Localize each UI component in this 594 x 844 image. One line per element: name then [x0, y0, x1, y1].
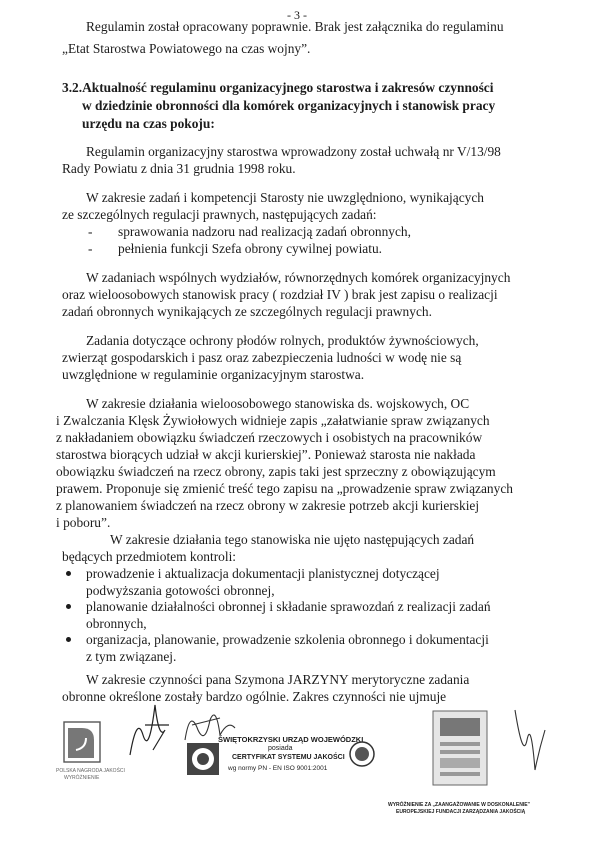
certificate-line3: CERTYFIKAT SYSTEMU JAKOŚCI [232, 754, 345, 761]
certificate-emblem [186, 742, 220, 776]
para6-line8: i poboru”. [56, 515, 111, 530]
section-heading-line1: 3.2.Aktualność regulaminu organizacyjnego starostwa i zakresów czynności [62, 80, 494, 95]
efqm-badge [432, 710, 488, 786]
para1-line2: „Etat Starostwa Powiatowego na czas wojny”. [62, 41, 311, 56]
dash-marker: - [88, 241, 93, 256]
bullet-dot [66, 604, 71, 609]
para6-line4: starostwa biorących udział w akcji kurierskiej”. Ponieważ starosta nie nakłada [56, 447, 476, 462]
para6-line6: prawem. Proponuje się zmienić treść tego zapisu na „prowadzenie spraw związanych [56, 481, 513, 496]
para4-line2: oraz wieloosobowych stanowisk pracy ( rozdział IV ) brak jest zapisu o realizacji [62, 287, 498, 302]
certification-seal [348, 740, 376, 768]
footer [0, 690, 594, 844]
certificate-title: ŚWIĘTOKRZYSKI URZĄD WOJEWÓDZKI [218, 735, 364, 744]
para8-line2: obronne określone zostały bardzo ogólnie. Zakres czynności nie ujmuje [62, 689, 447, 704]
para6-line2: i Zwalczania Klęsk Żywiołowych widnieje zapis „załatwianie spraw związanych [56, 413, 490, 428]
bullet-dot [66, 637, 71, 642]
quality-award-logo [62, 720, 102, 764]
para1-line1: Regulamin został opracowany poprawnie. Brak jest załącznika do regulaminu [86, 19, 504, 34]
bullet-dot [66, 571, 71, 576]
para4-line1: W zadaniach wspólnych wydziałów, równorzędnych komórek organizacyjnych [86, 270, 511, 285]
section-heading-line3: urzędu na czas pokoju: [82, 116, 215, 131]
certificate-line2: posiada [268, 745, 293, 752]
para5-line2: zwierząt gospodarskich i pasz oraz zabezpieczenia ludności w wodę nie są [62, 350, 462, 365]
dash-marker: - [88, 224, 93, 239]
para2-line2: Rady Powiatu z dnia 31 grudnia 1998 roku. [62, 161, 296, 176]
dash-item-1: sprawowania nadzoru nad realizacją zadań obronnych, [118, 224, 411, 239]
bullet-1-line2: podwyższania gotowości obronnej, [86, 583, 275, 598]
para6-line3: z nakładaniem obowiązku świadczeń rzeczowych i osobistych na pracowników [56, 430, 483, 445]
certificate-line4: wg normy PN - EN ISO 9001:2001 [228, 765, 328, 772]
para4-line3: zadań obronnych wynikających ze szczególnych regulacji prawnych. [62, 304, 432, 319]
para3-line1: W zakresie zadań i kompetencji Starosty nie uwzględniono, wynikających [86, 190, 484, 205]
page-number: - 3 - [287, 8, 307, 22]
para3-line2: ze szczególnych regulacji prawnych, następujących zadań: [62, 207, 377, 222]
para7-line2: będących przedmiotem kontroli: [62, 549, 237, 564]
award-caption-2: WYRÓŻNIENIE [64, 775, 100, 781]
award-caption-1: POLSKA NAGRODA JAKOŚCI [56, 768, 125, 774]
para5-line3: uwzględnione w regulaminie organizacyjnym starostwa. [62, 367, 365, 382]
para6-line5: obowiązku świadczeń na rzecz obrony, zapis taki jest sprzeczny z obowiązującym [56, 464, 496, 479]
dash-item-2: pełnienia funkcji Szefa obrony cywilnej powiatu. [118, 241, 383, 256]
para6-line7: z planowaniem świadczeń na rzecz obrony w zakresie potrzeb akcji kurierskiej [56, 498, 480, 513]
bullet-2-line2: obronnych, [86, 616, 147, 631]
section-heading-line2: w dziedzinie obronności dla komórek organizacyjnych i stanowisk pracy [82, 98, 496, 113]
bullet-3-line1: organizacja, planowanie, prowadzenie szkolenia obronnego i dokumentacji [86, 632, 489, 647]
bullet-1-line1: prowadzenie i aktualizacja dokumentacji planistycznej dotyczącej [86, 566, 440, 581]
para8-line1: W zakresie czynności pana Szymona JARZYNY merytoryczne zadania [86, 672, 470, 687]
para6-line1: W zakresie działania wieloosobowego stanowiska ds. wojskowych, OC [86, 396, 470, 411]
bullet-2-line1: planowanie działalności obronnej i składanie sprawozdań z realizacji zadań [86, 599, 491, 614]
para2-line1: Regulamin organizacyjny starostwa wprowadzony został uchwałą nr V/13/98 [86, 144, 501, 159]
para5-line1: Zadania dotyczące ochrony płodów rolnych, produktów żywnościowych, [86, 333, 479, 348]
efqm-caption-1: WYRÓŻNIENIE ZA „ZAANGAŻOWANIE W DOSKONALENIE” [388, 802, 531, 808]
para7-line1: W zakresie działania tego stanowiska nie ujęto następujących zadań [110, 532, 475, 547]
bullet-3-line2: z tym związanej. [86, 649, 177, 664]
efqm-caption-2: EUROPEJSKIEJ FUNDACJI ZARZĄDZANIA JAKOŚCIĄ [396, 809, 526, 815]
signature-3 [505, 700, 555, 790]
